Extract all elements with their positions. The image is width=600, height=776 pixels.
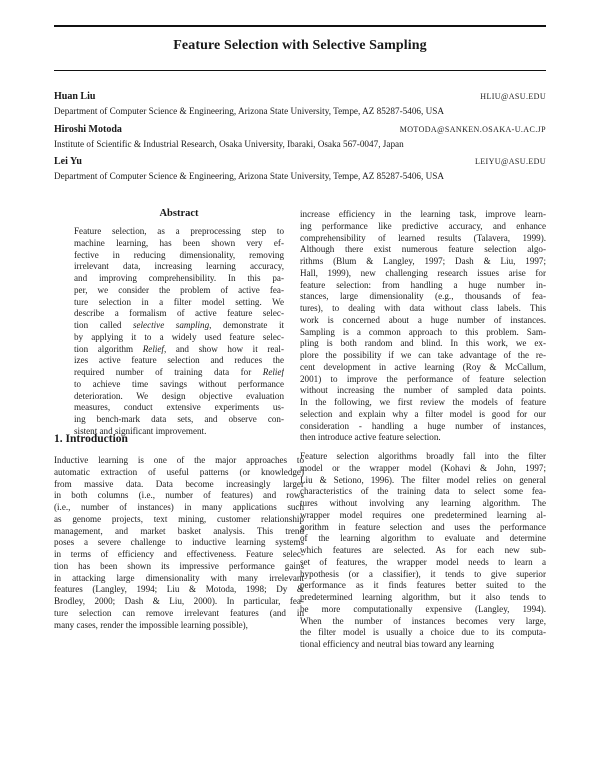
text-line: describe a formalism of active feature selec- <box>74 308 284 319</box>
text-line: Feature selection, as a preprocessing step to <box>74 226 284 236</box>
text-line: Sampling is a common approach to this problem. Sam- <box>300 326 546 337</box>
abstract-heading: Abstract <box>159 208 199 219</box>
text-line: pling is both random and blind. In this work, we ex- <box>300 338 546 349</box>
text-line: feature selection: from handling a huge number in- <box>300 279 546 290</box>
text-line: machine learning, has been shown very ef- <box>74 237 284 248</box>
text-line: the filter model is usually a choice due to its computa- <box>300 627 546 638</box>
author-name: Huan Liu <box>54 91 96 102</box>
text-line: management, and market basket analysis. This trend <box>54 525 304 536</box>
text-line: gorithm in feature selection and uses the performance <box>300 521 546 532</box>
text-line: as genome projects, text mining, customer relationship <box>54 513 304 524</box>
text-line: irrelevant data, increasing learning accuracy, <box>74 261 284 272</box>
text-line: in both columns (i.e., number of features) and rows <box>54 490 304 501</box>
text-line: work is concerned about a huge number of instances. <box>300 314 546 325</box>
author-2 <box>54 124 546 149</box>
author-affiliation: Department of Computer Science & Engineering, Arizona State University, Tempe, AZ 85287-5406, USA <box>54 106 444 116</box>
text-line: Inductive learning is one of the major approaches to <box>54 455 304 465</box>
text-line: sistent and significant improvement. <box>74 425 207 436</box>
text-line: fective in reducing dimensionality, removing <box>74 249 284 260</box>
text-line: cent development in active learning (Roy & McCallum, <box>300 361 546 372</box>
author-affiliation: Institute of Scientific & Industrial Research, Osaka University, Ibaraki, Osaka 567-0047, Japan <box>54 139 404 149</box>
text-line: consideration - handling a huge number of instances, <box>300 420 546 431</box>
text-line: increase efficiency in the learning task, improve learn- <box>300 209 546 219</box>
text-line: rithms (Blum & Langley, 1997; Dash & Liu, 1997; <box>300 256 546 266</box>
text-line: then introduce active feature selection. <box>300 432 441 443</box>
text-line: tures), to dealing with data without class labels. This <box>300 303 546 313</box>
author-affiliation: Department of Computer Science & Engineering, Arizona State University, Tempe, AZ 85287-5406, USA <box>54 171 444 181</box>
right-paragraph-1 <box>300 209 546 444</box>
introduction-left-column <box>54 455 304 631</box>
text-line: wrapper model requires one predetermined learning al- <box>300 509 546 520</box>
title-rule-bottom <box>54 70 546 71</box>
text-line: set of features, the wrapper model needs to learn a <box>300 556 546 567</box>
text-line: required number of training data for Relief <box>74 367 284 377</box>
text-line: Feature selection algorithms broadly fall into the filter <box>300 451 546 461</box>
text-line: Hall, 1999), new challenging research issues arise for <box>300 267 546 278</box>
text-line: poses a severe challenge to inductive learning systems <box>54 537 304 548</box>
text-line: stances, large dimensionality (e.g., thousands of fea- <box>300 291 546 302</box>
text-line: in attacking large dimensionality with many irrelevant <box>54 572 304 583</box>
author-email: MOTODA@SANKEN.OSAKA-U.AC.JP <box>399 125 546 134</box>
text-line: deterioration. We design objective evaluation <box>74 390 284 401</box>
text-line: ture selection in a filter model setting. We <box>74 296 284 307</box>
text-line: by applying it to a widely used feature selec- <box>74 331 284 342</box>
text-line: (i.e., number of instances) in many applications such <box>54 502 304 512</box>
text-line: plore the possibility if we can take advantage of the re- <box>300 350 546 360</box>
paper-title: Feature Selection with Selective Sampling <box>173 38 427 53</box>
text-line: be more computationally expensive (Langley, 1994). <box>300 603 546 614</box>
text-line: of the learning algorithm to evaluate and determine <box>300 533 546 544</box>
text-line: in terms of efficiency and effectiveness. Feature selec- <box>54 549 304 559</box>
text-line: ing performance like predictive accuracy, and enhance <box>300 220 546 231</box>
section-heading-introduction: 1. Introduction <box>54 433 128 445</box>
text-line: measures, conduct extensive experiments us- <box>74 402 284 413</box>
author-1 <box>54 91 546 116</box>
text-line: tion has been shown its impressive performance gains <box>54 560 304 571</box>
text-line: tional efficiency and neutral bias toward any learning <box>300 639 495 649</box>
right-paragraph-2 <box>300 451 546 651</box>
text-line: Liu & Setiono, 1996). The filter model relies on general <box>300 474 546 485</box>
text-line: automatic extraction of useful patterns (or knowledge) <box>54 466 304 477</box>
text-line: hypothesis (or a classifier), it tends to give superior <box>300 568 546 579</box>
text-line: ing bench-mark data sets, and observe con- <box>74 414 284 424</box>
text-line: comprehensibility of learned results (Talavera, 1999). <box>300 232 546 243</box>
text-line: model or the wrapper model (Kohavi & John, 1997; <box>300 462 546 473</box>
text-line: from massive data. Data become increasingly larger <box>54 478 304 489</box>
text-line: without increasing the number of sampled data points. <box>300 385 546 396</box>
text-line: In the following, we first review the models of feature <box>300 397 546 407</box>
author-email: LEIYU@ASU.EDU <box>474 157 546 166</box>
text-line: izes active feature selection and reduces the <box>74 355 284 366</box>
text-line: Although there exist numerous feature selection algo- <box>300 244 546 255</box>
title-rule-top <box>54 25 546 27</box>
author-email: HLIU@ASU.EDU <box>480 92 546 101</box>
text-line: ture selection can remove irrelevant features (and in <box>54 607 304 618</box>
text-line: tion called selective sampling, demonstrate it <box>74 320 284 330</box>
text-line: characteristics of the training data to select some fea- <box>300 486 546 497</box>
text-line: per, we consider the problem of active fea- <box>74 284 284 295</box>
text-line: When the number of instances becomes very large, <box>300 615 546 626</box>
text-line: and improving comprehensibility. In this pa- <box>74 273 284 283</box>
text-line: tion algorithm Relief, and show how it real- <box>74 343 284 354</box>
author-3 <box>54 156 546 181</box>
text-line: which features are selected. As for each new sub- <box>300 545 546 555</box>
author-name: Lei Yu <box>54 156 82 167</box>
text-line: Brodley, 2000; Dash & Liu, 2000). In particular, fea- <box>54 596 304 606</box>
text-line: features (Langley, 1994; Liu & Motoda, 1998; Dy & <box>54 584 304 595</box>
text-line: many cases, render the impossible learning possible), <box>54 619 248 630</box>
text-line: tures without involving any learning algorithm. The <box>300 498 546 508</box>
text-line: to achieve time savings without performance <box>74 378 284 389</box>
text-line: performance as it finds features better suited to the <box>300 580 546 591</box>
text-line: predetermined learning algorithm, but it also tends to <box>300 592 546 602</box>
text-line: 2001) to improve the performance of feature selection <box>300 373 546 384</box>
author-name: Hiroshi Motoda <box>54 124 122 135</box>
abstract-body <box>74 226 284 438</box>
text-line: selection and explain why a filter model is good for our <box>300 408 546 419</box>
right-column <box>300 209 546 651</box>
